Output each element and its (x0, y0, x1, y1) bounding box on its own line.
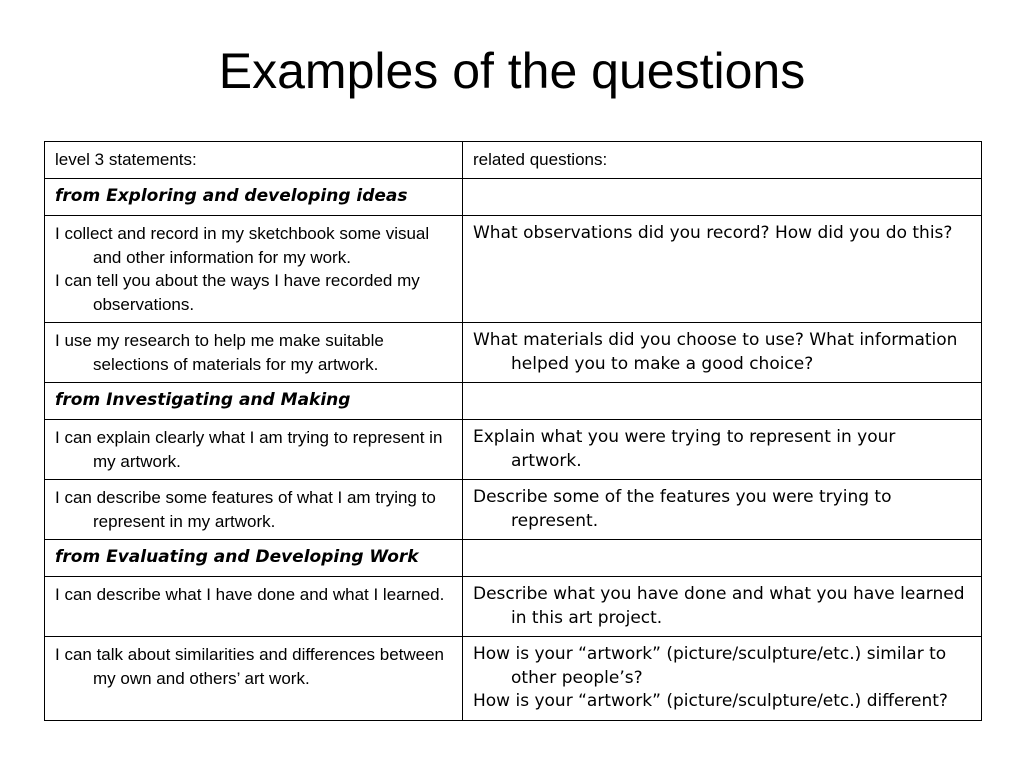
question-text: How is your “artwork” (picture/sculpture/etc.) different? (473, 691, 948, 711)
question-cell (463, 216, 982, 323)
statement-text: I can describe what I have done and what I learned. (55, 585, 445, 604)
question-text: Explain what you were trying to represent in your artwork. (473, 427, 896, 471)
question-text: What observations did you record? How did you do this? (473, 223, 953, 243)
statement-text: I can explain clearly what I am trying to represent in my artwork. (55, 428, 443, 471)
statement-cell (45, 637, 463, 721)
statement-cell (45, 216, 463, 323)
table-row (45, 216, 982, 323)
question-text: How is your “artwork” (picture/sculpture/etc.) similar to other people’s? (473, 644, 947, 688)
header-related-questions: related questions: (463, 142, 982, 179)
question-cell (463, 480, 982, 540)
statement-cell (45, 577, 463, 637)
section-empty-cell (463, 540, 982, 577)
section-row-investigating (45, 383, 982, 420)
question-cell (463, 637, 982, 721)
section-row-evaluating (45, 540, 982, 577)
section-empty-cell (463, 179, 982, 216)
statement-text: I can talk about similarities and differences between my own and others’ art work. (55, 645, 445, 688)
questions-table (44, 141, 982, 721)
section-label: from Investigating and Making (45, 383, 463, 420)
statement-text: I collect and record in my sketchbook some visual and other information for my work. (55, 224, 430, 267)
table-row (45, 420, 982, 480)
section-label: from Exploring and developing ideas (45, 179, 463, 216)
section-label: from Evaluating and Developing Work (45, 540, 463, 577)
section-row-exploring (45, 179, 982, 216)
table-row (45, 637, 982, 721)
statement-cell (45, 420, 463, 480)
table-row (45, 480, 982, 540)
question-text: Describe what you have done and what you have learned in this art project. (473, 584, 965, 628)
question-text: What materials did you choose to use? What information helped you to make a good choice? (473, 330, 958, 374)
statement-text: I can describe some features of what I am trying to represent in my artwork. (55, 488, 436, 531)
header-level3-statements: level 3 statements: (45, 142, 463, 179)
statement-cell (45, 323, 463, 383)
table-row (45, 577, 982, 637)
slide-title: Examples of the questions (218, 43, 806, 99)
statement-cell (45, 480, 463, 540)
question-cell (463, 577, 982, 637)
section-empty-cell (463, 383, 982, 420)
question-text: Describe some of the features you were trying to represent. (473, 487, 892, 531)
header-row (45, 142, 982, 179)
statement-text: I use my research to help me make suitable selections of materials for my artwork. (55, 331, 384, 374)
question-cell (463, 420, 982, 480)
question-cell (463, 323, 982, 383)
statement-text: I can tell you about the ways I have recorded my observations. (55, 271, 420, 314)
table-row (45, 323, 982, 383)
